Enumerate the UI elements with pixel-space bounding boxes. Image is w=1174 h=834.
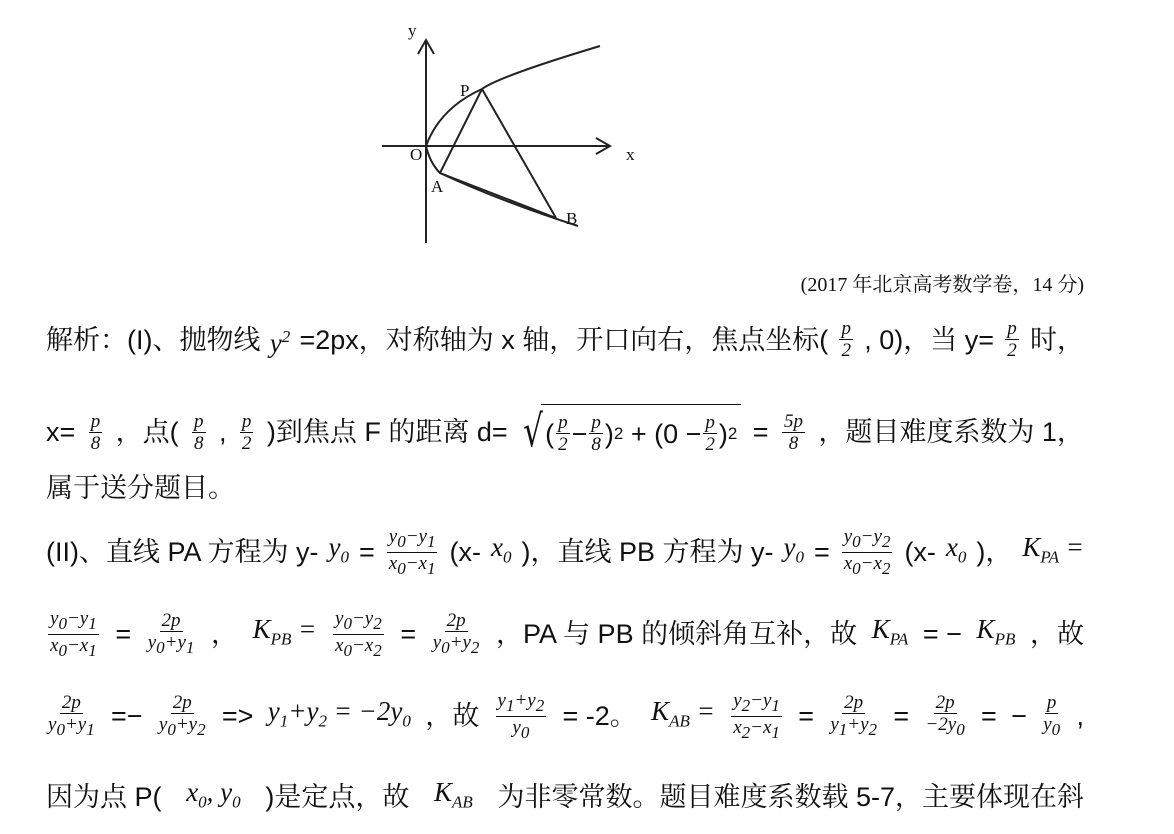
label-b: B (566, 209, 578, 228)
label-o: O (410, 145, 423, 164)
text-line-2: x= $\frac{p}{8}$ ，点( $\frac{p}{8}$ , $\frac{p}{2}$ )到焦点 F 的距离 d= √ ( $\frac{p}{2}$ − $\frac{p}{8}$ ) 2 + (0 − $\frac{p}{2}$ ) 2 = $\frac{5p}{8}$ ，题目难度系数为 1， (46, 404, 1084, 460)
segment-pb (482, 89, 556, 218)
segment-ab (440, 173, 556, 218)
parabola-figure (370, 18, 660, 253)
label-y: y (408, 21, 417, 40)
label-p: P (460, 81, 470, 100)
text-line-7: 因为点 P( $x_0$, $y_0$ )是定点，故 $K_{AB}$ 为非零常数。题目难度系数载 5-7，主要体现在斜 (46, 777, 1084, 813)
parabola-curve (426, 46, 600, 226)
source-citation: (2017 年北京高考数学卷，14 分) (800, 274, 1084, 296)
distance-radical: √ ( $\frac{p}{2}$ − $\frac{p}{8}$ ) 2 + (0 − $\frac{p}{2}$ ) 2 (519, 404, 741, 460)
text-line-1: 解析：(I)、抛物线 $y^2$ =2px，对称轴为 x 轴，开口向右，焦点坐标( $\frac{p}{2}$ , 0)，当 y= $\frac{p}{2}$ 时， (46, 318, 1084, 361)
text-line-6: $\frac{2p}{y_0+y_1}$ =− $\frac{2p}{y_0+y_2}$ => $y_1+y_2 = -2y_0$ ，故 $\frac{y_1+y_2}{y_0}$ = -2。 $K_{AB}$ = $\frac{y_2-y_1}{x_2-x_1}$ = $\frac{2p}{y_1+y_2}$ = $\frac{2p}{-2y_0}$ = − $\frac{p}{y_0}$ , (48, 690, 1084, 742)
text-line-3: 属于送分题目。 (46, 473, 235, 503)
text-line-4: (II)、直线 PA 方程为 y- $y_0$ = $\frac{y_0-y_1}{x_0-x_1}$ (x- $x_0$ )，直线 PB 方程为 y- $y_0$ = $\frac{y_0-y_2}{x_0-x_2}$ (x- $x_0$ )， $K_{PA}$ = (46, 526, 1084, 578)
label-x: x (626, 145, 635, 164)
text-line-5: $\frac{y_0-y_1}{x_0-x_1}$ = $\frac{2p}{y_0+y_1}$ ， $K_{PB}$ = $\frac{y_0-y_2}{x_0-x_2}$ = $\frac{2p}{y_0+y_2}$ ，PA 与 PB 的倾斜角互补，故 $K_{PA}$ = − $K_{PB}$ ，故 (50, 608, 1084, 660)
label-a: A (431, 177, 444, 196)
